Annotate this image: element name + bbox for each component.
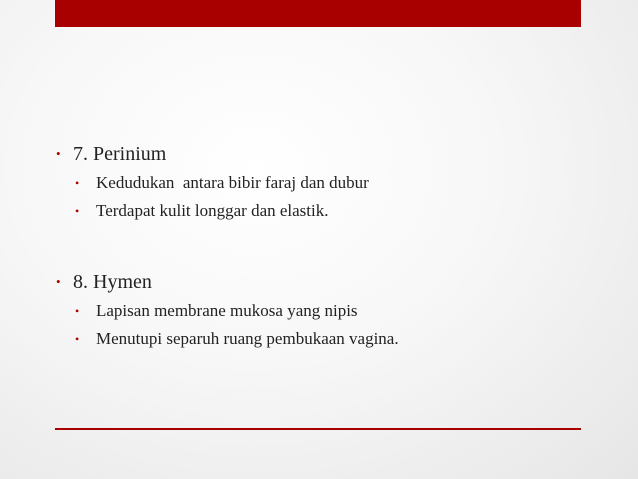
- section-heading: 8. Hymen: [73, 271, 152, 293]
- bullet-icon: •: [75, 332, 80, 346]
- section-heading: 7. Perinium: [73, 143, 167, 165]
- bullet-icon: •: [75, 304, 80, 318]
- bullet-icon: •: [75, 176, 80, 190]
- bullet-text: Menutupi separuh ruang pembukaan vagina.: [96, 329, 399, 348]
- bullet-text: Terdapat kulit longgar dan elastik.: [96, 201, 329, 220]
- bullet-icon: •: [56, 146, 61, 161]
- bullet-icon: •: [56, 274, 61, 289]
- bullet-icon: •: [75, 204, 80, 218]
- bullet-point: [56, 325, 576, 353]
- section-perinium: [56, 139, 576, 225]
- section-hymen: [56, 267, 576, 353]
- bullet-text: Lapisan membrane mukosa yang nipis: [96, 301, 358, 320]
- bottom-accent-line: [55, 428, 581, 430]
- bullet-point: [56, 297, 576, 325]
- bullet-text: Kedudukan antara bibir faraj dan dubur: [96, 173, 369, 192]
- bullet-point: [56, 197, 576, 225]
- top-accent-bar: [55, 0, 581, 27]
- slide-content: [56, 139, 576, 353]
- section-heading-row: [56, 267, 576, 297]
- section-heading-row: [56, 139, 576, 169]
- bullet-point: [56, 169, 576, 197]
